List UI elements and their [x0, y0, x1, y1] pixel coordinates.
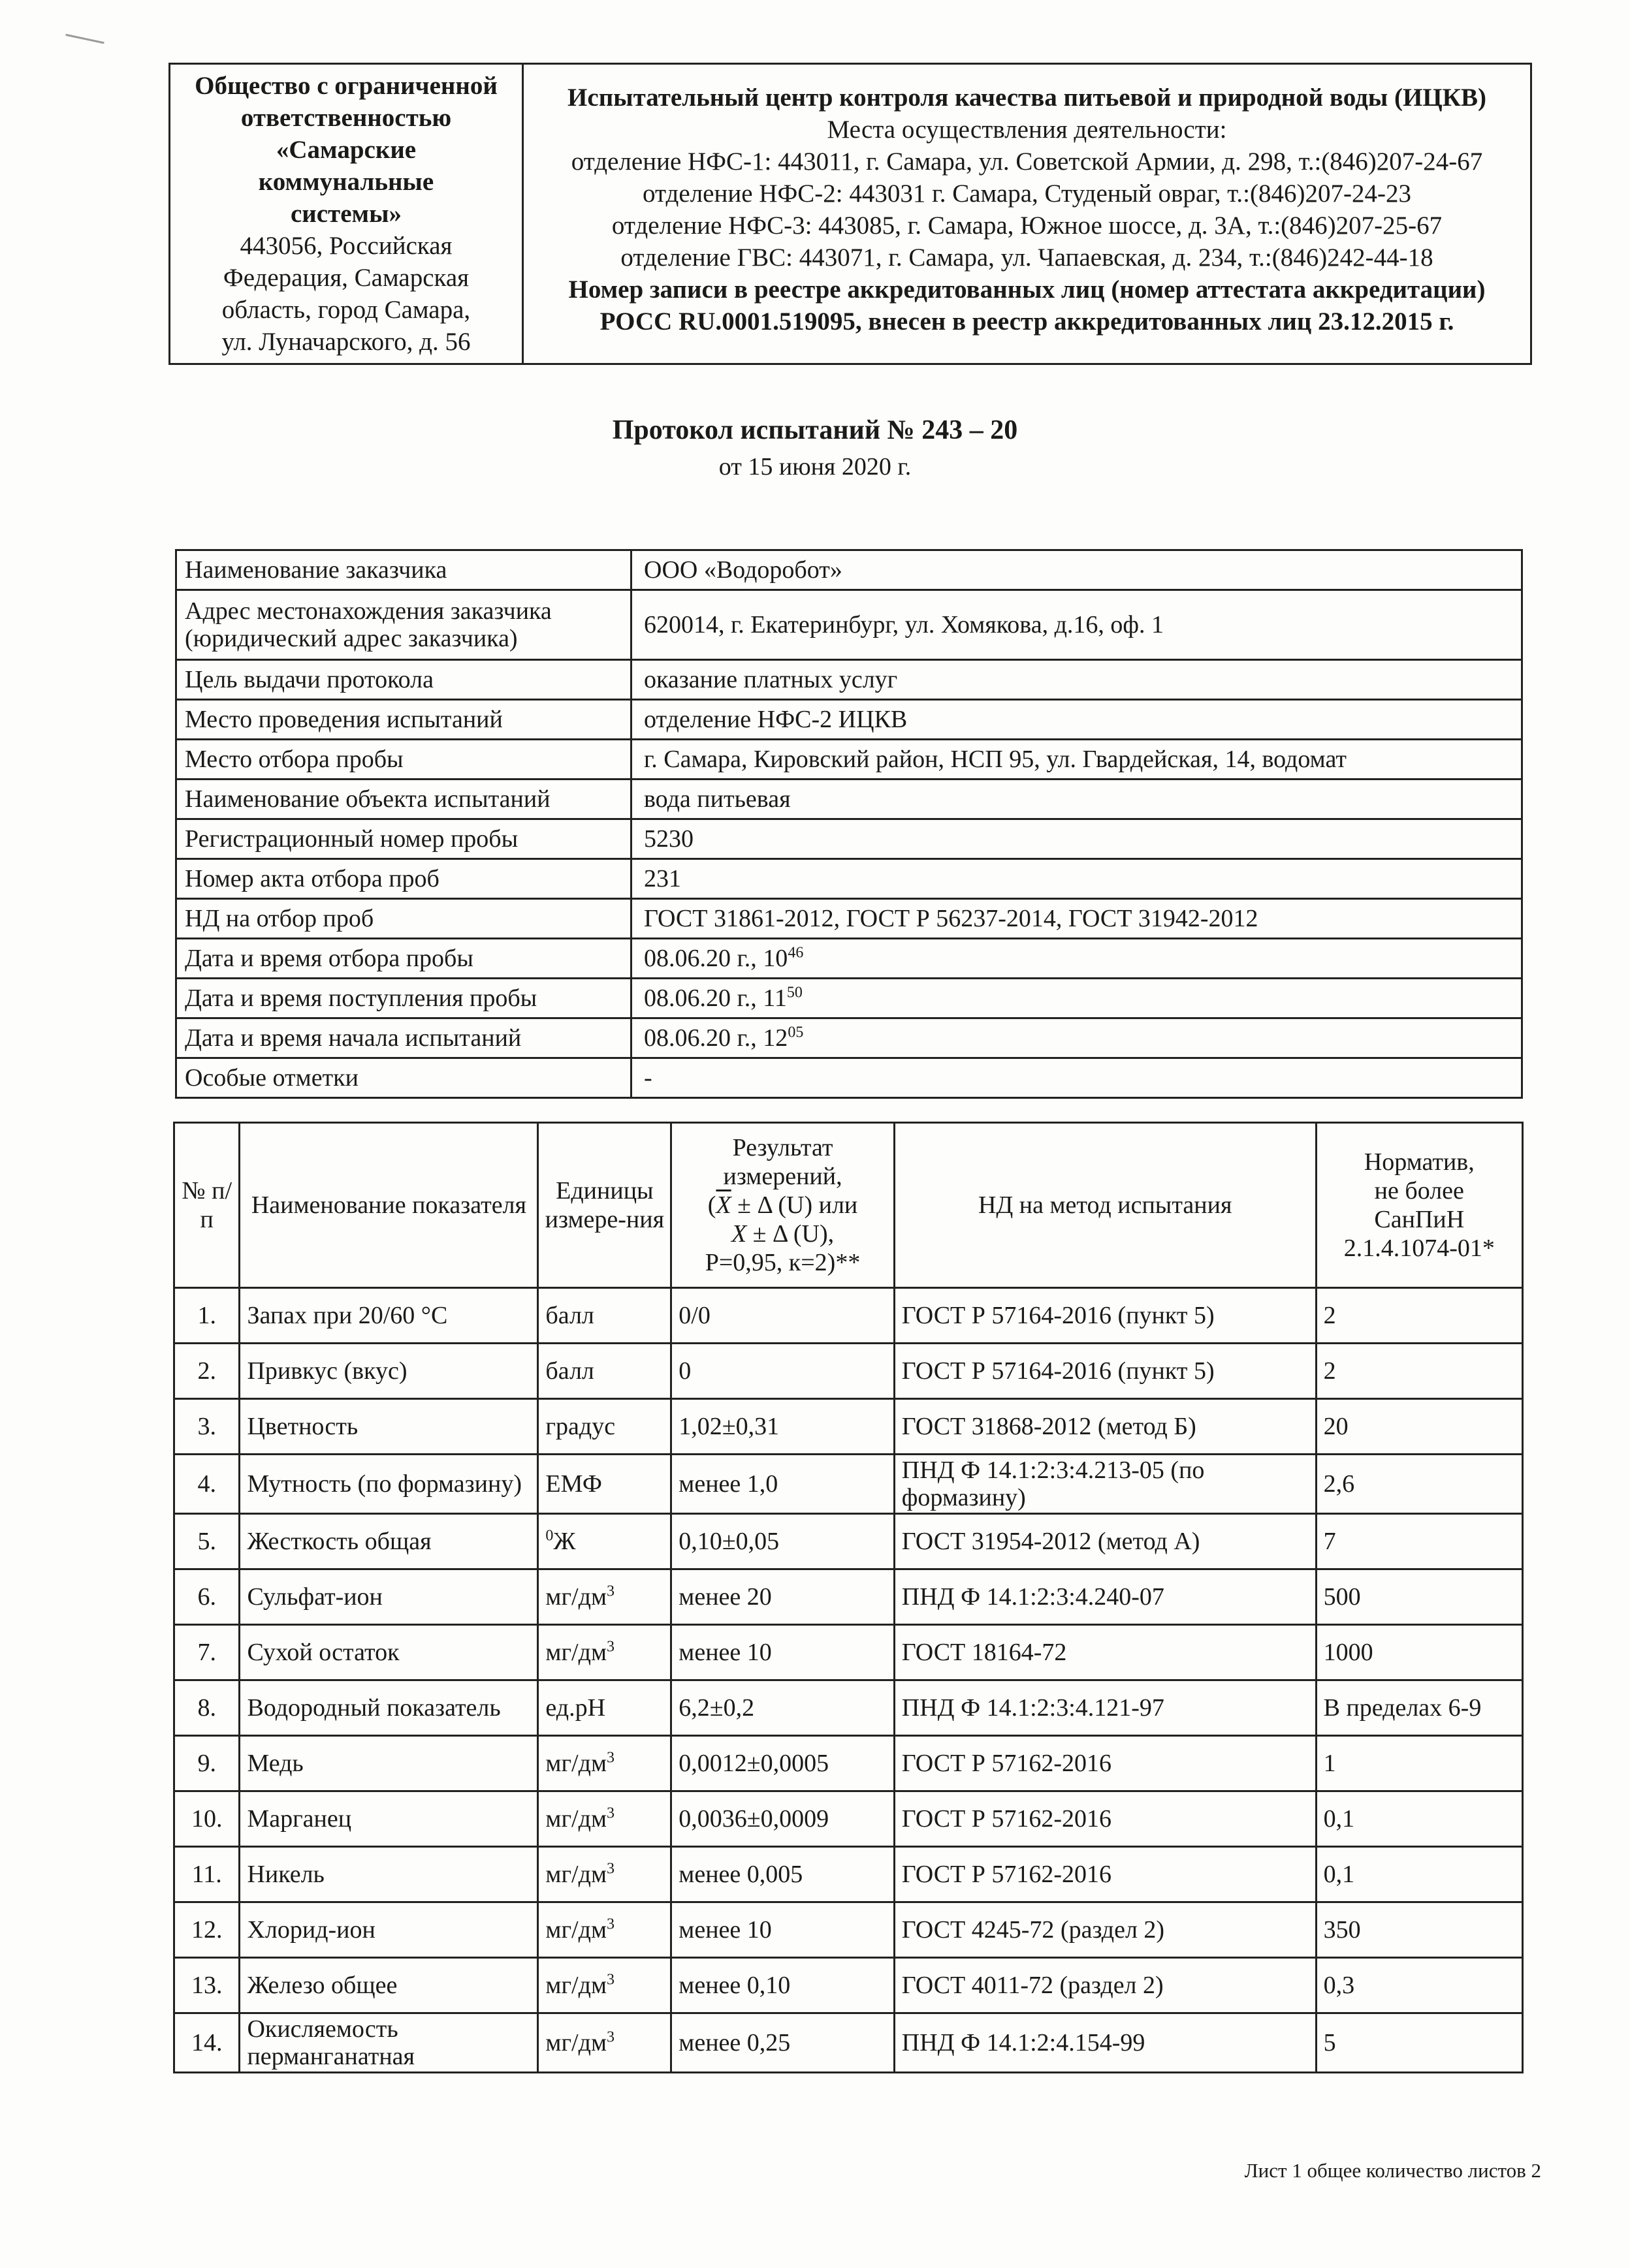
- row-method: ГОСТ Р 57164-2016 (пункт 5): [894, 1288, 1316, 1344]
- info-value-time-minutes: 05: [788, 1024, 804, 1041]
- info-value: ГОСТ 31861-2012, ГОСТ Р 56237-2014, ГОСТ 31942-2012: [631, 899, 1522, 939]
- row-method: ПНД Ф 14.1:2:4.154-99: [894, 2013, 1316, 2073]
- org-address-line: Федерация, Самарская: [223, 264, 470, 292]
- info-row: [176, 1018, 1522, 1058]
- row-num: 3.: [174, 1399, 240, 1455]
- unit-exponent: 3: [607, 1638, 615, 1656]
- unit-text: Ж: [553, 1528, 576, 1555]
- result-header-fragment: ± Δ (U),: [746, 1220, 835, 1248]
- row-unit: [538, 1288, 671, 1344]
- result-row: [174, 1569, 1523, 1625]
- unit-text: мг/дм: [545, 1861, 607, 1888]
- row-method: ГОСТ Р 57164-2016 (пункт 5): [894, 1344, 1316, 1399]
- lab-places-title: Места осуществления деятельности:: [827, 116, 1227, 144]
- row-result: менее 1,0: [671, 1455, 894, 1514]
- row-method: ГОСТ 18164-72: [894, 1625, 1316, 1680]
- org-address-line: ул. Луначарского, д. 56: [221, 328, 471, 356]
- row-norm: 2: [1316, 1288, 1522, 1344]
- row-indicator-name: Железо общее: [240, 1958, 538, 2013]
- row-norm: 1000: [1316, 1625, 1522, 1680]
- info-row: [176, 939, 1522, 979]
- result-row: [174, 1455, 1523, 1514]
- row-indicator-name: Никель: [240, 1847, 538, 1902]
- row-method: ГОСТ Р 57162-2016: [894, 1791, 1316, 1847]
- result-row: [174, 1288, 1523, 1344]
- col-header-norm: [1316, 1123, 1522, 1288]
- row-num: 14.: [174, 2013, 240, 2073]
- col-header-result: [671, 1123, 894, 1288]
- result-header-line: ($\overline{X} \pm \Delta$ (U) или: [707, 1191, 858, 1219]
- col-header-name: Наименование показателя: [240, 1123, 538, 1288]
- row-method: ПНД Ф 14.1:2:3:4.121-97: [894, 1680, 1316, 1736]
- lab-branch: отделение НФС-2: 443031 г. Самара, Студеный овраг, т.:(846)207-24-23: [643, 180, 1411, 208]
- info-key: Дата и время начала испытаний: [176, 1018, 631, 1058]
- row-result: менее 10: [671, 1902, 894, 1958]
- row-norm: 5: [1316, 2013, 1522, 2073]
- info-key: Место отбора пробы: [176, 740, 631, 780]
- row-method: ГОСТ 31954-2012 (метод А): [894, 1514, 1316, 1569]
- row-result: менее 20: [671, 1569, 894, 1625]
- lab-branch: отделение НФС-3: 443085, г. Самара, Южное шоссе, д. 3А, т.:(846)207-25-67: [611, 212, 1443, 240]
- org-address-line: 443056, Российская: [240, 232, 453, 260]
- row-norm: 0,1: [1316, 1847, 1522, 1902]
- info-row: [176, 979, 1522, 1018]
- col-header-num: № п/п: [174, 1123, 240, 1288]
- unit-exponent: 3: [607, 1804, 615, 1822]
- row-num: 7.: [174, 1625, 240, 1680]
- row-norm: 2,6: [1316, 1455, 1522, 1514]
- row-method: ПНД Ф 14.1:2:3:4.240-07: [894, 1569, 1316, 1625]
- row-result: 6,2±0,2: [671, 1680, 894, 1736]
- sample-info-table: [175, 549, 1523, 1099]
- mean-symbol: $\overline{X}$: [716, 1191, 731, 1219]
- row-indicator-name: Окисляемость перманганатная: [240, 2013, 538, 2073]
- row-indicator-name: Жесткость общая: [240, 1514, 538, 1569]
- row-result: 0,10±0,05: [671, 1514, 894, 1569]
- info-value: ООО «Водоробот»: [631, 550, 1522, 590]
- row-num: 2.: [174, 1344, 240, 1399]
- result-row: [174, 1847, 1523, 1902]
- unit-exponent: 3: [607, 1915, 615, 1933]
- page-footer: Лист 1 общее количество листов 2: [1244, 2159, 1541, 2182]
- header-table: [168, 63, 1532, 365]
- unit-exponent: 3: [607, 2028, 615, 2046]
- row-indicator-name: Запах при 20/60 °С: [240, 1288, 538, 1344]
- info-value: отделение НФС-2 ИЦКВ: [631, 700, 1522, 740]
- row-method: ПНД Ф 14.1:2:3:4.213-05 (по формазину): [894, 1455, 1316, 1514]
- info-row: [176, 700, 1522, 740]
- info-value: -: [631, 1058, 1522, 1098]
- row-result: 0: [671, 1344, 894, 1399]
- result-row: [174, 1344, 1523, 1399]
- row-num: 9.: [174, 1736, 240, 1791]
- info-value: 231: [631, 859, 1522, 899]
- row-indicator-name: Сухой остаток: [240, 1625, 538, 1680]
- norm-header-line: 2.1.4.1074-01*: [1343, 1235, 1495, 1262]
- unit-text: мг/дм: [545, 1583, 607, 1611]
- info-key: Место проведения испытаний: [176, 700, 631, 740]
- row-unit: [538, 1902, 671, 1958]
- lab-branch: отделение НФС-1: 443011, г. Самара, ул. Советской Армии, д. 298, т.:(846)207-24-67: [571, 148, 1483, 176]
- org-name-line: Общество с ограниченной: [195, 72, 498, 100]
- result-header-line: Р=0,95, к=2)**: [705, 1249, 861, 1276]
- org-name-line: ответственностью: [240, 104, 452, 132]
- unit-text: мг/дм: [545, 1916, 607, 1944]
- info-row: [176, 590, 1522, 660]
- row-norm: 0,3: [1316, 1958, 1522, 2013]
- result-header-line: Результат: [732, 1134, 833, 1161]
- info-value: [631, 979, 1522, 1018]
- info-key: Дата и время отбора пробы: [176, 939, 631, 979]
- unit-exponent: 3: [607, 1860, 615, 1878]
- result-header-line: [676, 1220, 889, 1248]
- info-value: вода питьевая: [631, 780, 1522, 819]
- info-value: оказание платных услуг: [631, 660, 1522, 700]
- unit-degree-superscript: 0: [545, 1527, 554, 1545]
- row-unit: [538, 1958, 671, 2013]
- info-value-time-minutes: 50: [786, 984, 803, 1001]
- result-row: [174, 1902, 1523, 1958]
- row-indicator-name: Мутность (по формазину): [240, 1455, 538, 1514]
- row-result: 0/0: [671, 1288, 894, 1344]
- info-key: Номер акта отбора проб: [176, 859, 631, 899]
- info-row: [176, 819, 1522, 859]
- row-norm: 20: [1316, 1399, 1522, 1455]
- row-norm: 7: [1316, 1514, 1522, 1569]
- info-key: Дата и время поступления пробы: [176, 979, 631, 1018]
- results-header-row: [174, 1123, 1523, 1288]
- row-num: 4.: [174, 1455, 240, 1514]
- info-row: [176, 1058, 1522, 1098]
- row-unit: [538, 1569, 671, 1625]
- row-result: 1,02±0,31: [671, 1399, 894, 1455]
- lab-title: Испытательный центр контроля качества питьевой и природной воды (ИЦКВ): [567, 84, 1486, 112]
- row-num: 11.: [174, 1847, 240, 1902]
- row-indicator-name: Марганец: [240, 1791, 538, 1847]
- info-value: [631, 1018, 1522, 1058]
- info-key: Адрес местонахождения заказчика (юридический адрес заказчика): [176, 590, 631, 660]
- unit-text: мг/дм: [545, 2029, 607, 2056]
- row-unit: [538, 1847, 671, 1902]
- norm-header-line: не более: [1374, 1177, 1464, 1205]
- organization-cell: [170, 64, 523, 364]
- row-num: 8.: [174, 1680, 240, 1736]
- info-key: Особые отметки: [176, 1058, 631, 1098]
- protocol-title: Протокол испытаний № 243 – 20: [612, 415, 1018, 445]
- scan-mark: [65, 34, 104, 44]
- row-unit: [538, 1455, 671, 1514]
- info-value-text: 08.06.20 г., 10: [644, 945, 788, 972]
- info-row: [176, 859, 1522, 899]
- results-table: [173, 1122, 1524, 2073]
- info-value: 5230: [631, 819, 1522, 859]
- norm-header-line: СанПиН: [1374, 1206, 1465, 1233]
- row-unit: [538, 1399, 671, 1455]
- row-indicator-name: Сульфат-ион: [240, 1569, 538, 1625]
- info-value: 620014, г. Екатеринбург, ул. Хомякова, д.16, оф. 1: [631, 590, 1522, 660]
- row-norm: 1: [1316, 1736, 1522, 1791]
- row-indicator-name: Привкус (вкус): [240, 1344, 538, 1399]
- row-result: менее 10: [671, 1625, 894, 1680]
- col-header-unit: Единицы измере-ния: [538, 1123, 671, 1288]
- info-value-time-minutes: 46: [788, 944, 804, 962]
- result-row: [174, 1791, 1523, 1847]
- unit-text: балл: [545, 1302, 594, 1329]
- value-symbol: X: [731, 1220, 747, 1248]
- info-key: Цель выдачи протокола: [176, 660, 631, 700]
- unit-text: мг/дм: [545, 1972, 607, 1999]
- row-method: ГОСТ 31868-2012 (метод Б): [894, 1399, 1316, 1455]
- row-num: 6.: [174, 1569, 240, 1625]
- result-header-fragment: ± Δ (U) или: [731, 1191, 858, 1219]
- row-num: 1.: [174, 1288, 240, 1344]
- laboratory-cell: [523, 64, 1531, 364]
- row-unit: [538, 1344, 671, 1399]
- row-method: ГОСТ Р 57162-2016: [894, 1847, 1316, 1902]
- row-num: 5.: [174, 1514, 240, 1569]
- lab-branch: отделение ГВС: 443071, г. Самара, ул. Чапаевская, д. 234, т.:(846)242-44-18: [620, 244, 1433, 272]
- row-indicator-name: Медь: [240, 1736, 538, 1791]
- info-row: [176, 740, 1522, 780]
- row-norm: 0,1: [1316, 1791, 1522, 1847]
- info-value: [631, 939, 1522, 979]
- row-unit: [538, 1514, 671, 1569]
- row-unit: [538, 1680, 671, 1736]
- row-method: ГОСТ 4011-72 (раздел 2): [894, 1958, 1316, 2013]
- accreditation-line: РОСС RU.0001.519095, внесен в реестр аккредитованных лиц 23.12.2015 г.: [599, 307, 1454, 336]
- unit-exponent: 3: [607, 1749, 615, 1767]
- info-row: [176, 780, 1522, 819]
- info-key: Наименование заказчика: [176, 550, 631, 590]
- row-num: 13.: [174, 1958, 240, 2013]
- info-key: НД на отбор проб: [176, 899, 631, 939]
- unit-text: ЕМФ: [545, 1470, 602, 1498]
- row-method: ГОСТ Р 57162-2016: [894, 1736, 1316, 1791]
- unit-text: мг/дм: [545, 1639, 607, 1666]
- org-address-line: область, город Самара,: [221, 296, 471, 324]
- unit-exponent: 3: [607, 1971, 615, 1989]
- row-num: 12.: [174, 1902, 240, 1958]
- unit-text: мг/дм: [545, 1805, 607, 1833]
- result-header-line: измерений,: [723, 1163, 842, 1190]
- unit-text: мг/дм: [545, 1750, 607, 1777]
- row-indicator-name: Хлорид-ион: [240, 1902, 538, 1958]
- results-body: [174, 1288, 1523, 2073]
- col-header-method: НД на метод испытания: [894, 1123, 1316, 1288]
- row-indicator-name: Водородный показатель: [240, 1680, 538, 1736]
- info-key: Наименование объекта испытаний: [176, 780, 631, 819]
- norm-header-line: Норматив,: [1364, 1148, 1475, 1176]
- org-name-line: коммунальные: [258, 168, 434, 196]
- info-value: г. Самара, Кировский район, НСП 95, ул. Гвардейская, 14, водомат: [631, 740, 1522, 780]
- info-row: [176, 899, 1522, 939]
- protocol-date: от 15 июня 2020 г.: [718, 453, 912, 480]
- row-result: 0,0036±0,0009: [671, 1791, 894, 1847]
- row-norm: 500: [1316, 1569, 1522, 1625]
- row-num: 10.: [174, 1791, 240, 1847]
- row-result: 0,0012±0,0005: [671, 1736, 894, 1791]
- result-row: [174, 1625, 1523, 1680]
- info-key: Регистрационный номер пробы: [176, 819, 631, 859]
- unit-text: ед.pH: [545, 1694, 606, 1722]
- result-row: [174, 1736, 1523, 1791]
- result-row: [174, 1399, 1523, 1455]
- unit-text: градус: [545, 1413, 616, 1440]
- row-unit: [538, 2013, 671, 2073]
- org-name-line: «Самарские: [276, 136, 417, 164]
- result-row: [174, 1680, 1523, 1736]
- unit-exponent: 3: [607, 1583, 615, 1600]
- row-norm: 2: [1316, 1344, 1522, 1399]
- org-name-line: системы»: [290, 200, 402, 228]
- row-unit: [538, 1736, 671, 1791]
- info-value-text: 08.06.20 г., 11: [644, 984, 787, 1012]
- unit-text: балл: [545, 1357, 594, 1385]
- row-method: ГОСТ 4245-72 (раздел 2): [894, 1902, 1316, 1958]
- row-unit: [538, 1625, 671, 1680]
- row-result: менее 0,25: [671, 2013, 894, 2073]
- row-unit: [538, 1791, 671, 1847]
- row-indicator-name: Цветность: [240, 1399, 538, 1455]
- info-value-text: 08.06.20 г., 12: [644, 1024, 788, 1052]
- row-norm: В пределах 6-9: [1316, 1680, 1522, 1736]
- row-norm: 350: [1316, 1902, 1522, 1958]
- result-row: [174, 2013, 1523, 2073]
- result-row: [174, 1958, 1523, 2013]
- result-row: [174, 1514, 1523, 1569]
- row-result: менее 0,005: [671, 1847, 894, 1902]
- info-row: [176, 550, 1522, 590]
- row-result: менее 0,10: [671, 1958, 894, 2013]
- info-row: [176, 660, 1522, 700]
- accreditation-line: Номер записи в реестре аккредитованных лиц (номер аттестата аккредитации): [568, 276, 1486, 304]
